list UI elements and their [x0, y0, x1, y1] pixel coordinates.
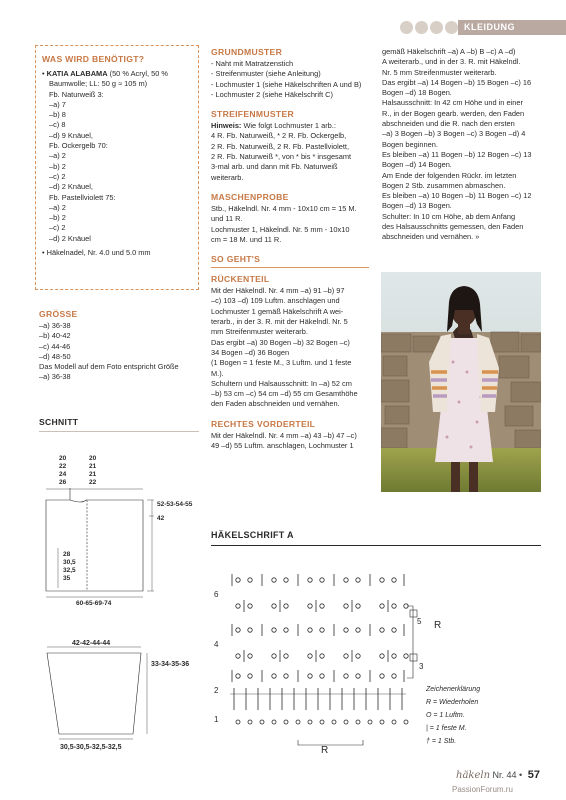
- streifen-line: 2 R. Fb. Naturweiß, 2 R. Fb. Pastellviolett,: [211, 141, 350, 151]
- row-label: 5: [417, 617, 422, 626]
- col3-line: Bogen 2 Stb. zusammen abmaschen.: [382, 180, 506, 190]
- streifen-line: 4 R. Fb. Naturweiß, * 2 R. Fb. Ockergelb,: [211, 131, 347, 141]
- maschenprobe-line: Lochmuster 1, Häkelndl. Nr. 5 mm - 10x10: [211, 224, 350, 234]
- vorderteil-title: RECHTES VORDERTEIL: [211, 418, 316, 429]
- so-gehts-divider: [211, 267, 369, 268]
- dim-label: 20: [89, 455, 97, 462]
- materials-line: –c) 8: [49, 120, 66, 130]
- materials-line: –c) 2: [49, 171, 66, 181]
- col3-line: Bogen –d) 13 Bogen.: [382, 201, 452, 211]
- rueckenteil-line: mm Streifenmuster weiterarb.: [211, 327, 308, 337]
- materials-line: –c) 2: [49, 223, 66, 233]
- magazine-logo: häkeln: [456, 770, 491, 781]
- repeat-box: [410, 654, 417, 661]
- rueckenteil-line: terarb., in der 3. R. mit der Häkelndl. Nr. 5: [211, 317, 348, 327]
- dim-label: 33-34-35-36: [151, 661, 190, 668]
- vorderteil-line: Mit der Häkelndl. Nr. 4 mm –a) 43 –b) 47 –c): [211, 430, 357, 440]
- rueckenteil-line: Schultern und Halsausschnitt: In –a) 52 cm: [211, 378, 352, 388]
- needle-text: Häkelnadel, Nr. 4.0 und 5.0 mm: [46, 248, 151, 258]
- materials-line: –d) 2 Knäuel: [49, 233, 91, 243]
- dim-label: 21: [89, 463, 97, 470]
- col3-line: R., in der Bogen gearb. werden, den Faden: [382, 108, 525, 118]
- streifen-title: STREIFENMUSTER: [211, 109, 294, 120]
- column-3: [382, 47, 542, 243]
- materials-line: –a) 7: [49, 99, 66, 109]
- dim-label: 30,5-30,5-32,5-32,5: [60, 744, 122, 751]
- so-gehts-title: SO GEHT'S: [211, 254, 261, 265]
- dim-label: 42-42-44-44: [72, 640, 111, 647]
- dim-label: 60-65-69-74: [76, 600, 112, 607]
- col3-line: Nr. 5 mm Streifenmuster weiterarb.: [382, 67, 497, 77]
- rueckenteil-line: Das ergibt –a) 30 Bogen –b) 32 Bogen –c): [211, 337, 350, 347]
- col3-line: Es bleiben –a) 10 Bogen –b) 11 Bogen –c) 12: [382, 191, 532, 201]
- dim-label: 32,5: [63, 567, 76, 574]
- col3-line: Am Ende der folgenden Rückr. im letzten: [382, 170, 517, 180]
- grundmuster-title: GRUNDMUSTER: [211, 47, 283, 57]
- rueckenteil-line: Lochmuster 1 gemäß Häkelschrift A wei-: [211, 306, 344, 316]
- col3-line: Bogen beginnen.: [382, 139, 438, 149]
- grundmuster-line: - Naht mit Matratzenstich: [211, 59, 294, 68]
- groesse-title: GRÖSSE: [39, 309, 78, 319]
- dim-label: 26: [59, 479, 67, 486]
- site-watermark: PassionForum.ru: [452, 785, 513, 794]
- dim-label: 22: [89, 479, 97, 486]
- row-label: 2: [214, 686, 219, 695]
- body-outline: [46, 500, 143, 591]
- dim-label: 21: [89, 471, 97, 478]
- col3-line: Halsausschnitt: In 42 cm Höhe und in einer: [382, 98, 523, 108]
- repeat-mark: R: [321, 745, 329, 755]
- rueckenteil-line: –b) 53 cm –c) 54 cm –d) 55 cm Gesamthöhe: [211, 389, 358, 399]
- streifen-line: weiterarb.: [211, 172, 244, 182]
- col3-line: abschneiden und die R. nach den ersten: [382, 119, 515, 129]
- vorderteil-line: 49 –d) 55 Luftm. anschlagen, Lochmuster 1: [211, 441, 354, 451]
- dot-icon: [415, 21, 428, 34]
- col3-line: A weiterarb., und in der 3. R. mit Häkelndl.: [382, 57, 521, 67]
- maschenprobe-line: und 11 R.: [211, 214, 243, 224]
- sc-row: [232, 574, 404, 682]
- materials-line: –b) 2: [49, 161, 66, 171]
- materials-line: –b) 8: [49, 110, 66, 120]
- dot-icon: [445, 21, 458, 34]
- materials-line: –a) 2: [49, 202, 66, 212]
- maschenprobe-line: Stb., Häkelndl. Nr. 4 mm - 10x10 cm = 15 M.: [211, 203, 357, 213]
- groesse-line: –a) 36-38: [39, 372, 71, 382]
- section-tab: KLEIDUNG: [458, 20, 566, 35]
- maschenprobe-line: cm = 18 M. und 11 R.: [211, 234, 282, 244]
- groesse-section: [39, 309, 199, 383]
- dot-icon: [430, 21, 443, 34]
- rueckenteil-line: Mit der Häkelndl. Nr. 4 mm –a) 91 –b) 97: [211, 286, 345, 296]
- col3-line: –a) 3 Bogen –b) 3 Bogen –c) 3 Bogen –d) 4: [382, 129, 526, 139]
- legend-item: O = 1 Luftm.: [426, 712, 465, 719]
- rueckenteil-line: M.).: [211, 368, 224, 378]
- chain-row: [236, 578, 408, 724]
- dot-icon: [400, 21, 413, 34]
- materials-line: Fb. Pastellviolett 75:: [49, 192, 116, 202]
- header-dots: [400, 21, 458, 34]
- grundmuster-line: - Streifenmuster (siehe Anleitung): [211, 69, 321, 79]
- sleeve-outline: [47, 653, 141, 734]
- streifen-line: 2 R. Fb. Naturweiß *, von * bis * insgesamt: [211, 152, 352, 162]
- materials-line: Baumwolle; LL: 50 g ≈ 105 m): [49, 79, 148, 89]
- groesse-line: –c) 44-46: [39, 341, 71, 351]
- materials-line: –d) 9 Knäuel,: [49, 130, 93, 140]
- dim-label: 35: [63, 575, 71, 582]
- materials-line: Fb. Ockergelb 70:: [49, 141, 108, 151]
- grundmuster-line: - Lochmuster 1 (siehe Häkelschriften A und B): [211, 79, 362, 89]
- page-footer: [456, 769, 540, 781]
- maschenprobe-title: MASCHENPROBE: [211, 191, 289, 202]
- row-label: 3: [419, 662, 424, 671]
- chart-legend: [426, 683, 546, 748]
- materials-title: WAS WIRD BENÖTIGT?: [42, 54, 145, 64]
- yarn-name: KATIA ALABAMA: [46, 69, 108, 78]
- schnitt-divider: [39, 431, 199, 432]
- repeat-box: [410, 610, 417, 617]
- page-number: 57: [527, 769, 540, 781]
- streifen-line: 3-mal arb. und dann mit Fb. Naturweiß: [211, 162, 338, 172]
- groesse-line: –b) 40-42: [39, 331, 71, 341]
- groesse-line: Das Modell auf dem Foto entspricht Größe: [39, 362, 179, 372]
- row-label: 6: [214, 590, 219, 599]
- legend-item: R = Wiederholen: [426, 699, 479, 706]
- stitch-grid: [230, 574, 408, 724]
- needle-line: • Häkelnadel, Nr. 4.0 und 5.0 mm: [42, 248, 151, 258]
- materials-line: –b) 2: [49, 213, 66, 223]
- materials-line: –d) 2 Knäuel,: [49, 182, 93, 192]
- streifen-line: [211, 121, 369, 131]
- hint-label: Hinweis:: [211, 121, 242, 131]
- model-photo: [381, 272, 541, 492]
- repeat-bracket: [298, 740, 363, 745]
- schnitt-title: SCHNITT: [39, 417, 79, 427]
- column-2: [211, 47, 369, 451]
- dim-label: 24: [59, 471, 67, 478]
- rueckenteil-line: –c) 103 –d) 109 Luftm. anschlagen und: [211, 296, 340, 306]
- col3-line: Bogen –d) 18 Bogen.: [382, 88, 452, 98]
- dim-label: 20: [59, 455, 67, 462]
- col3-line: abschneiden und vernähen. »: [382, 232, 480, 242]
- materials-box: [35, 45, 199, 290]
- rueckenteil-title: RÜCKENTEIL: [211, 274, 270, 285]
- col3-line: Bogen –d) 14 Bogen.: [382, 160, 452, 170]
- haekelschrift-title: HÄKELSCHRIFT A: [211, 530, 294, 540]
- schnitt-diagram: [30, 448, 210, 758]
- legend-item: | = 1 feste M.: [426, 725, 467, 732]
- col3-line: Es bleiben –a) 11 Bogen –b) 12 Bogen –c) 13: [382, 149, 532, 159]
- dim-label: 42: [157, 515, 165, 522]
- col3-line: Schulter: In 10 cm Höhe, ab dem Anfang: [382, 211, 516, 221]
- dc-row: [230, 688, 406, 710]
- col3-line: Das ergibt –a) 14 Bogen –b) 15 Bogen –c) 16: [382, 77, 532, 87]
- dim-label: 22: [59, 463, 67, 470]
- issue-number: Nr. 44 •: [492, 770, 523, 780]
- materials-line: –a) 2: [49, 151, 66, 161]
- row-label: 1: [214, 715, 219, 724]
- yarn-detail: (50 % Acryl, 50 %: [107, 69, 168, 78]
- haekelschrift-divider: [211, 545, 541, 546]
- row-label: 4: [214, 640, 219, 649]
- groesse-line: –d) 48-50: [39, 351, 71, 361]
- hint-text: Wie folgt Lochmuster 1 arb.:: [241, 121, 336, 131]
- repeat-mark: R: [434, 620, 442, 631]
- yarn-line: • KATIA ALABAMA (50 % Acryl, 50 %: [42, 69, 168, 78]
- rueckenteil-line: 34 Bogen –d) 36 Bogen: [211, 347, 290, 357]
- groesse-line: –a) 36-38: [39, 321, 71, 330]
- col3-line: des Halsausschnitts gemessen, den Faden: [382, 222, 524, 232]
- materials-line: Fb. Naturweiß 3:: [49, 89, 104, 99]
- dim-label: 28: [63, 551, 71, 558]
- legend-title: Zeichenerklärung: [426, 686, 481, 693]
- col3-line: gemäß Häkelschrift –a) A –b) B –c) A –d): [382, 47, 516, 56]
- dim-label: 30,5: [63, 559, 76, 566]
- legend-item: † = 1 Stb.: [426, 738, 457, 745]
- grundmuster-line: - Lochmuster 2 (siehe Häkelschrift C): [211, 89, 333, 99]
- rueckenteil-line: den Faden abschneiden und vernähen.: [211, 399, 340, 409]
- rueckenteil-line: (1 Bogen = 1 feste M., 3 Luftm. und 1 feste: [211, 358, 352, 368]
- dim-label: 52-53-54-55: [157, 501, 193, 508]
